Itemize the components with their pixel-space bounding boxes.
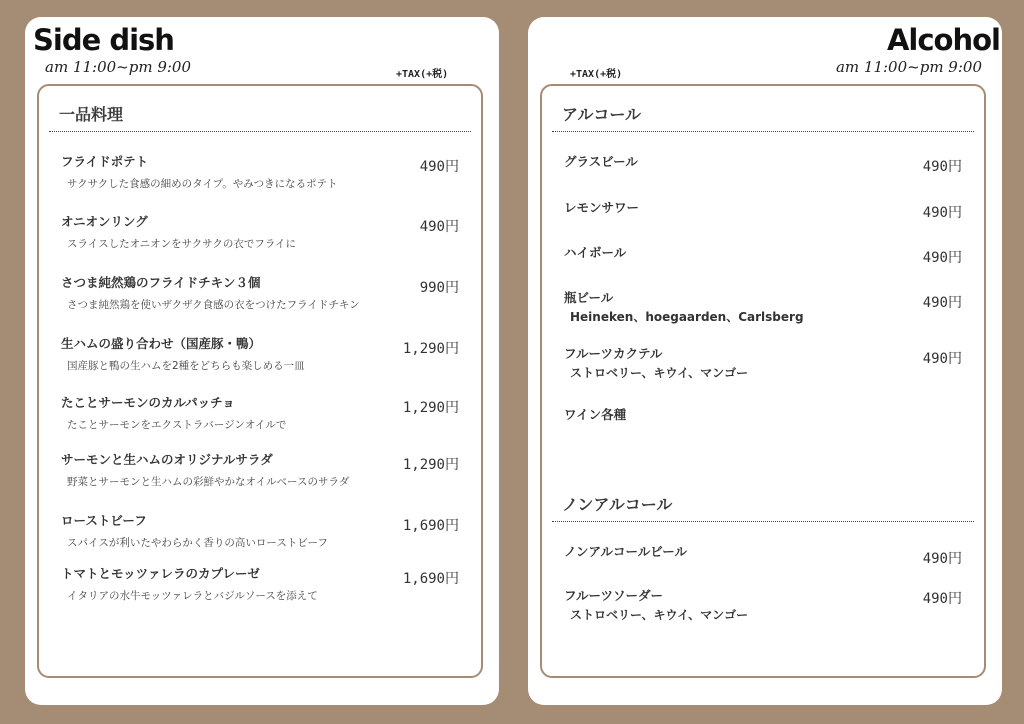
menu-item-price: 1,690円 (402, 571, 459, 587)
menu-item (61, 511, 459, 550)
drink-item-name: ハイボール (564, 245, 627, 260)
drink-item-name: ノンアルコールビール (564, 544, 688, 559)
menu-item (61, 212, 459, 251)
menu-item (61, 450, 459, 489)
side-dish-hours: am 11:00~pm 9:00 (45, 58, 192, 76)
menu-item (61, 273, 459, 312)
side-dish-tax-note: +TAX(+税) (396, 69, 449, 80)
drink-item-name: フルーツカクテル (564, 346, 663, 361)
drink-item-price: 490円 (922, 295, 962, 311)
menu-item-desc: たことサーモンをエクストラバージンオイルで (67, 419, 287, 431)
menu-item-price: 1,290円 (402, 400, 459, 416)
drink-item-name: レモンサワー (564, 200, 640, 215)
section-heading-nonalcohol: ノンアルコール (552, 492, 974, 522)
drink-item (564, 344, 962, 381)
menu-item-desc: 国産豚と鴨の生ハムを2種をどちらも楽しめる一皿 (67, 360, 305, 372)
menu-item-price: 490円 (419, 219, 459, 235)
drink-item (564, 288, 962, 325)
drink-item (564, 243, 962, 266)
menu-item (61, 564, 459, 603)
menu-item-desc: サクサクした食感の細めのタイプ。やみつきになるポテト (67, 178, 338, 190)
side-dish-title: Side dish (33, 23, 174, 57)
drink-item (564, 198, 962, 221)
drink-item-price: 490円 (922, 591, 962, 607)
drink-item (564, 586, 962, 623)
drink-item-price: 490円 (922, 551, 962, 567)
drink-item-price: 490円 (922, 159, 962, 175)
menu-item-name: 生ハムの盛り合わせ（国産豚・鴨） (61, 336, 262, 351)
menu-item-desc: さつま純然鶏を使いザクザク食感の衣をつけたフライドチキン (67, 299, 360, 311)
menu-item-desc: イタリアの水牛モッツァレラとバジルソースを添えて (67, 590, 318, 602)
drink-item-name: ワイン各種 (564, 407, 627, 422)
drink-item (564, 542, 962, 567)
side-dish-card (25, 17, 499, 705)
menu-item-price: 1,290円 (402, 341, 459, 357)
drink-item-variants: Heineken、hoegaarden、Carlsberg (570, 310, 804, 324)
drink-item-price: 490円 (922, 351, 962, 367)
drink-item-price: 490円 (922, 250, 962, 266)
section-heading-alcohol: アルコール (552, 102, 974, 132)
menu-item-name: トマトとモッツァレラのカプレーゼ (61, 566, 260, 581)
menu-item-name: オニオンリング (61, 214, 148, 229)
menu-item-desc: スライスしたオニオンをサクサクの衣でフライに (67, 238, 297, 250)
drink-item-name: フルーツソーダー (564, 588, 664, 603)
menu-item-price: 1,690円 (402, 518, 459, 534)
menu-item-name: フライドポテト (61, 154, 149, 169)
alcohol-title: Alcohol (886, 23, 1000, 57)
alcohol-tax-note: +TAX(+税) (570, 69, 623, 80)
menu-item-name: ローストビーフ (61, 513, 147, 528)
menu-item (61, 393, 459, 432)
drink-item (564, 405, 962, 423)
alcohol-card (528, 17, 1002, 705)
alcohol-hours: am 11:00~pm 9:00 (835, 58, 982, 76)
menu-item (61, 152, 459, 191)
drink-item-price: 490円 (922, 205, 962, 221)
section-heading-ippin: 一品料理 (49, 102, 471, 132)
drink-item-name: 瓶ビール (564, 290, 614, 305)
menu-item-name: たことサーモンのカルパッチョ (61, 395, 235, 410)
drink-item (564, 152, 962, 175)
alcohol-menu-box (540, 84, 986, 678)
drink-item-variants: ストロベリー、キウイ、マンゴー (570, 366, 749, 380)
menu-item-desc: 野菜とサーモンと生ハムの彩鮮やかなオイルベースのサラダ (67, 476, 350, 488)
menu-item-desc: スパイスが利いたやわらかく香りの高いローストビーフ (67, 537, 328, 549)
side-dish-menu-box (37, 84, 483, 678)
menu-item-price: 490円 (419, 159, 459, 175)
menu-item-price: 1,290円 (402, 457, 459, 473)
menu-item-price: 990円 (419, 280, 459, 296)
menu-item-name: サーモンと生ハムのオリジナルサラダ (61, 452, 273, 467)
menu-item (61, 334, 459, 373)
drink-item-variants: ストロベリー、キウイ、マンゴー (570, 608, 749, 622)
menu-item-name: さつま純然鶏のフライドチキン３個 (61, 275, 261, 290)
drink-item-name: グラスビール (564, 154, 638, 169)
